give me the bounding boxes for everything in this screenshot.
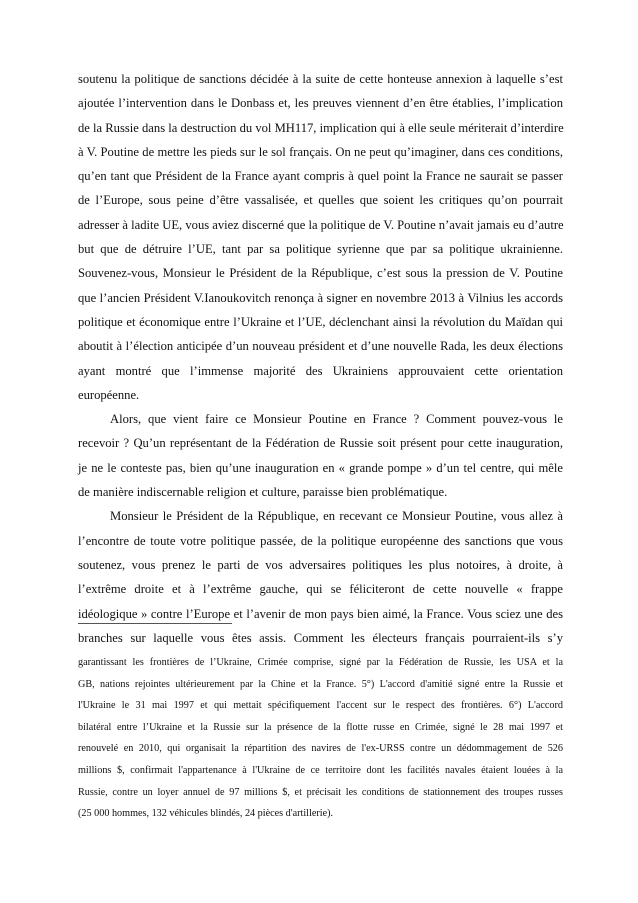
body-line: soutenez, vous prenez le parti de vos adversaires politiques les plus notoires, à droite, à — [78, 557, 563, 572]
body-line: but que de détruire l’UE, tant par sa politique syrienne que par sa politique ukrainienne. — [78, 242, 563, 257]
footnote-line: garantissant les frontières de l’Ukraine, Crimée comprise, signé par la Fédération de Russie, les USA et la — [78, 657, 563, 668]
footnote-line: l'Ukraine le 31 mai 1997 et qui mettait spécifiquement l'accent sur le respect des frontières. 6°) L'accord — [78, 700, 563, 712]
footnote-line: (25 000 hommes, 132 véhicules blindés, 24 pièces d'artillerie). — [78, 808, 334, 820]
footnote-line: Russie, contre un loyer annuel de 97 millions $, et précisait les conditions de stationnement des troupes russes — [78, 786, 563, 798]
paragraph-start-line: Alors, que vient faire ce Monsieur Poutine en France ? Comment pouvez-vous le — [110, 412, 563, 427]
body-line: politique et économique entre l’Ukraine et l’UE, déclenchant ainsi la révolution du Maïdan qui — [78, 314, 563, 329]
body-text — [78, 67, 563, 650]
footnote-line: GB, nations rejointes ultérieurement par la Chine et la France. 5°) L'accord d'amitié signé entre la Russie et — [78, 678, 563, 690]
body-line: ajoutée l’intervention dans le Donbass et, les preuves viennent d’en être établies, l’implication — [78, 96, 563, 111]
body-line: qu’en tant que Président de la France ayant compris à quel point la France ne saurait se passer — [78, 169, 563, 184]
footnote-line: bilatéral entre l’Ukraine et la Russie sur la présence de la flotte russe en Crimée, signé le 28 mai 1997 et — [78, 721, 563, 733]
footnote-line: renouvelé en 2010, qui organisait la répartition des navires de l'ex-URSS contre un dédommagement de 526 — [78, 743, 563, 755]
paragraph-start-line: Monsieur le Président de la République, en recevant ce Monsieur Poutine, vous allez à — [110, 509, 563, 524]
body-line: je ne le conteste pas, bien qu’une inauguration en « grande pompe » d’un tel centre, qui mêle — [78, 460, 563, 475]
footnotes — [78, 652, 563, 825]
body-line: de la Russie dans la destruction du vol MH117, implication qui à elle seule mériterait d’interdire — [78, 120, 564, 135]
body-line: branches sur laquelle vous êtes assis. Comment les électeurs français pourraient-ils s’y — [78, 630, 563, 645]
footnote-separator — [78, 623, 232, 624]
body-line: européenne. — [78, 387, 140, 402]
body-line: soutenu la politique de sanctions décidée à la suite de cette honteuse annexion à laquelle s’est — [78, 72, 563, 86]
body-line: de l’Europe, sous peine d’être vassalisée, et quelles que soient les critiques qu’on pourrait — [78, 193, 563, 208]
body-line: à V. Poutine de mettre les pieds sur le sol français. On ne peut qu’imaginer, dans ces conditions, — [78, 144, 563, 159]
footnote-line: millions $, confirmait l'appartenance à l'Ukraine de ce territoire dont les facilités navales étaient louées à la — [78, 764, 563, 776]
body-line: l’extrême droite et à l’extrême gauche, qui se féliciteront de cette nouvelle « frappe — [78, 582, 563, 597]
body-line: ayant montré que l’immense majorité des Ukrainiens approuvaient cette orientation — [78, 363, 563, 378]
body-line: idéologique » contre l’Europe et l’avenir de mon pays bien aimé, la France. Vous sciez une des — [78, 606, 563, 621]
body-line: que l’ancien Président V.Ianoukovitch renonça à signer en novembre 2013 à Vilnius les accords — [78, 290, 563, 305]
body-line: de manière indiscernable religion et culture, paraisse bien problématique. — [78, 485, 448, 500]
body-line: adresser à ladite UE, vous aviez discerné que la politique de V. Poutine n’avait jamais eu d’autre — [78, 217, 564, 232]
body-line: aboutit à l’élection anticipée d’un nouveau président et d’une nouvelle Rada, les deux élections — [78, 339, 563, 354]
body-line: Souvenez-vous, Monsieur le Président de la République, c’est sous la pression de V. Poutine — [78, 266, 563, 281]
body-line: recevoir ? Qu’un représentant de la Fédération de Russie soit présent pour cette inauguration, — [78, 436, 563, 451]
body-line: l’encontre de toute votre politique passée, de la politique européenne des sanctions que vous — [78, 533, 563, 548]
